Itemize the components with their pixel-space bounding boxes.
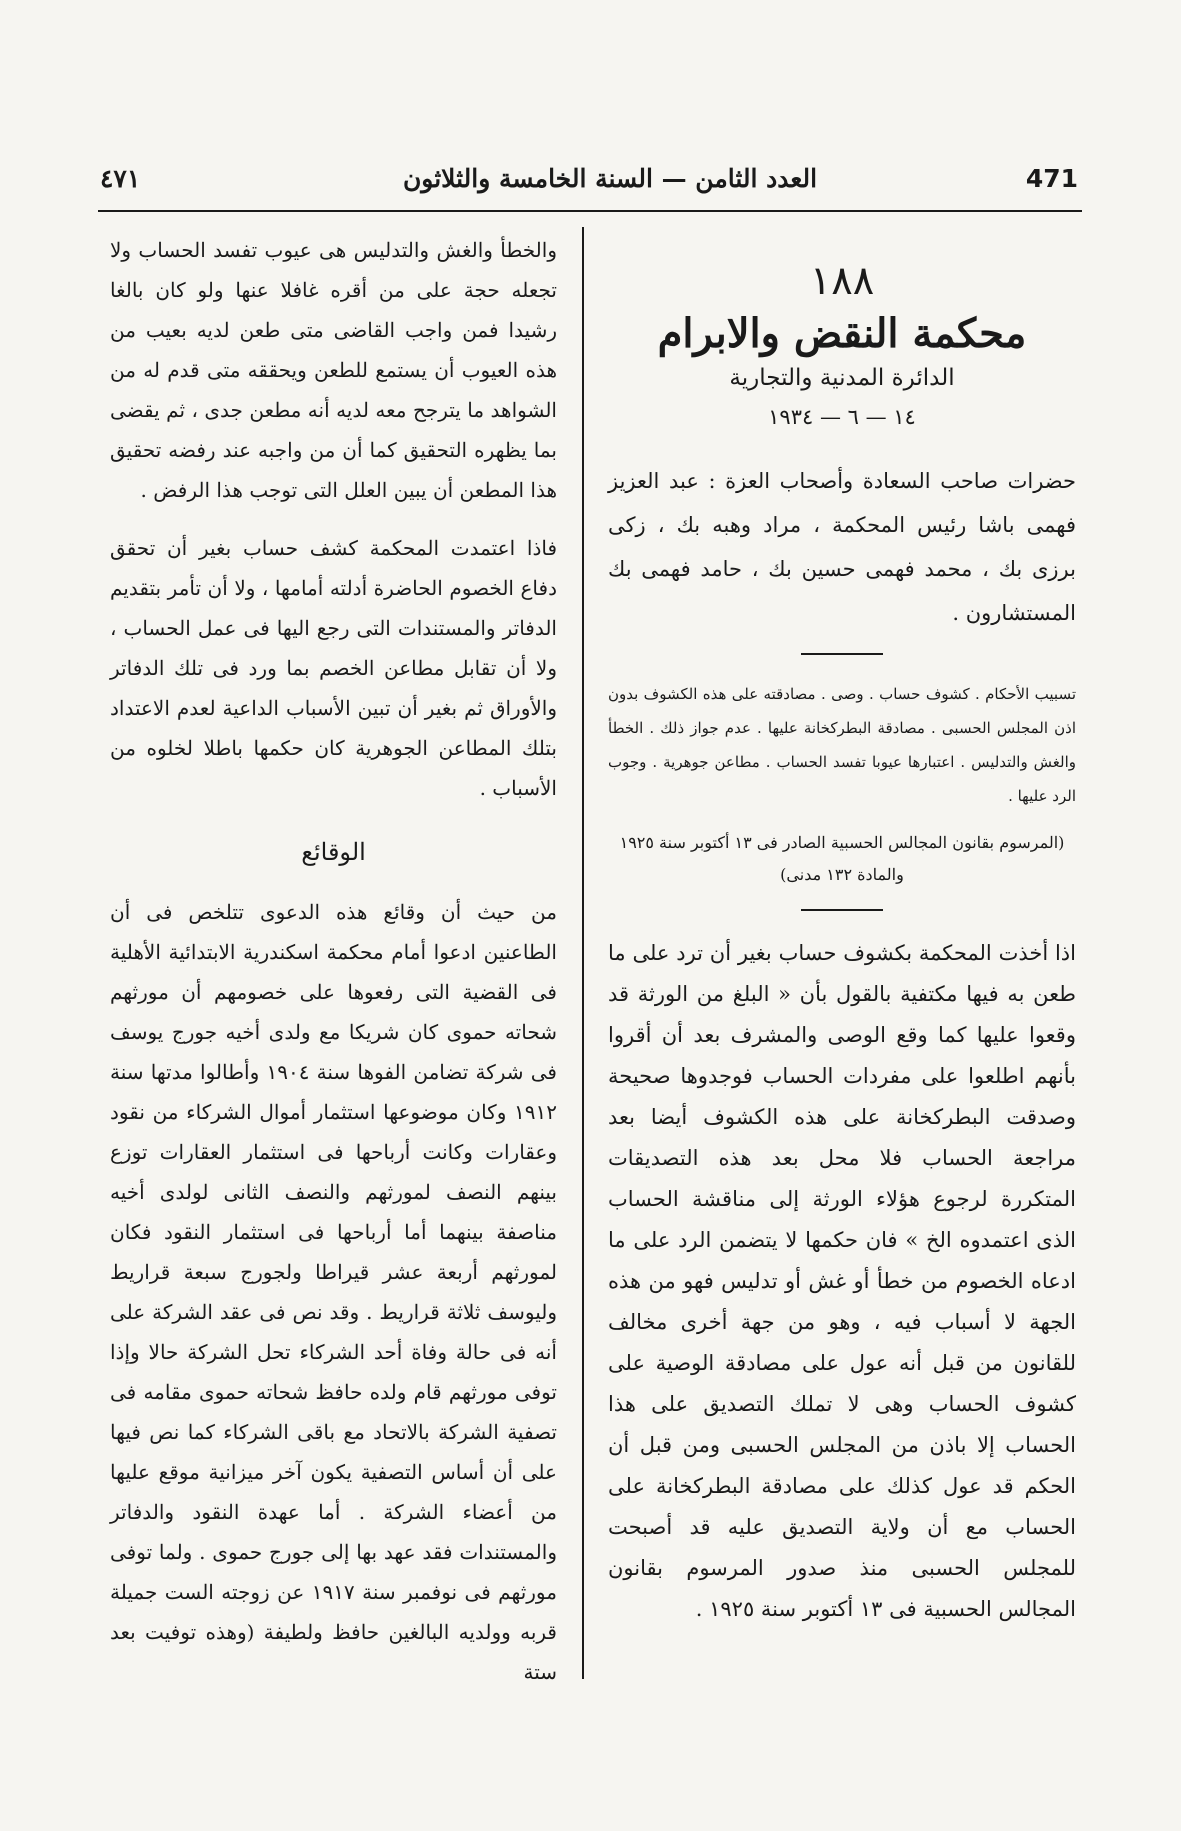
principle-paragraph: فاذا اعتمدت المحكمة كشف حساب بغير أن تحقق دفاع الخصوم الحاضرة أدلته أمامها ، ولا أن تأمر بتقديم الدفاتر والمستندات التى رجع اليها فى عمل الحساب ، ولا أن تقابل مطاعن الخصم بما ورد فى تلك الدفاتر والأوراق ثم بغير أن تبين الأسباب الداعية لعدم الاعتداد بتلك المطاعن الجوهرية كان حكمها باطلا لخلوه من الأسباب . — [110, 536, 557, 800]
separator-rule — [801, 909, 883, 911]
case-number: ١٨٨ — [809, 258, 875, 304]
principle-paragraph: والخطأ والغش والتدليس هى عيوب تفسد الحساب ولا تجعله حجة على من أقره غافلا عنها ولو كان بالغا رشيدا فمن واجب القاضى متى طعن لديه بعيب من هذه العيوب أن يستمع للطعن ويحققه متى قدم له من الشواهد ما يترجح معه لديه أنه مطعن جدى ، ثم يقضى بما يظهره التحقيق كما أن من واجبه عند رفضه تحقيق هذا المطعن أن يبين العلل التى توجب هذا الرفض . — [110, 238, 557, 502]
header-rule — [98, 210, 1082, 212]
circuit-name: الدائرة المدنية والتجارية — [729, 365, 955, 391]
page-number-arabic: ٤٧١ — [100, 164, 141, 193]
separator-rule — [801, 653, 883, 655]
left-column — [110, 230, 557, 1710]
judges-list: حضرات صاحب السعادة وأصحاب العزة : عبد العزيز فهمى باشا رئيس المحكمة ، مراد وهبه بك ، زكى برزى بك ، محمد فهمى حسين بك ، حامد فهمى بك المستشارون . — [608, 469, 1076, 625]
page-number-latin: 471 — [1025, 164, 1078, 193]
law-reference: (المرسوم بقانون المجالس الحسبية الصادر فى ١٣ أكتوبر سنة ١٩٢٥ والمادة ١٣٢ مدنى) — [619, 833, 1065, 884]
section-heading: الوقائع — [301, 838, 366, 866]
facts-paragraph: من حيث أن وقائع هذه الدعوى تتلخص فى أن الطاعنين ادعوا أمام محكمة اسكندرية الابتدائية الأهلية فى القضية التى رفعوها على خصومهم أن مورثهم شحاته حموى كان شريكا مع ولدى أخيه جورج يوسف فى شركة تضامن الفوها سنة ١٩٠٤ وأطالوا مدتها سنة ١٩١٢ وكان موضوعها استثمار أموال الشركاء من نقود وعقارات وكانت أرباحها فى استثمار العقارات توزع بينهم النصف لمورثهم والنصف الثانى لولدى أخيه مناصفة بينهما أما أرباحها فى استثمار النقود فكان لمورثهم أربعة عشر قيراطا ولجورج سبعة قراريط وليوسف ثلاثة قراريط . وقد نص فى عقد الشركة على أنه فى حالة وفاة أحد الشركاء تحل الشركة حالا وإذا توفى مورثهم قام ولده حافظ شحاته حموى مقامه فى تصفية الشركة بالاتحاد مع باقى الشركاء كما نص فيها على أن أساس التصفية يكون آخر ميزانية موقع عليها من أعضاء الشركة . أما عهدة النقود والدفاتر والمستندات فقد عهد بها إلى جورج حموى . ولما توفى مورثهم فى نوفمبر سنة ١٩١٧ عن زوجته الست جميلة قربه وولديه البالغين حافظ ولطيفة (وهذه توفيت بعد ستة — [110, 900, 557, 1684]
headnote-summary: تسبيب الأحكام . كشوف حساب . وصى . مصادقته على هذه الكشوف بدون اذن المجلس الحسبى . مصادقة البطركخانة عليها . عدم جواز ذلك . الخطأ والغش والتدليس . اعتبارها عيوبا تفسد الحساب . مطاعن جوهرية . وجوب الرد عليها . — [608, 685, 1076, 805]
running-title: العدد الثامن — السنة الخامسة والثلاثون — [402, 164, 818, 193]
column-divider — [582, 227, 584, 1679]
court-name: محكمة النقض والابرام — [657, 310, 1027, 357]
judgment-date: ١٤ — ٦ — ١٩٣٤ — [768, 405, 916, 429]
principle-text: اذا أخذت المحكمة بكشوف حساب بغير أن ترد على ما طعن به فيها مكتفية بالقول بأن « البلغ من الورثة قد وقعوا عليها كما وقع الوصى والمشرف بعد أن أقروا بأنهم اطلعوا على مفردات الحساب فوجدوها صحيحة وصدقت البطركخانة على هذه الكشوف أيضا بعد مراجعة الحساب فلا محل بعد هذه التصديقات المتكررة لرجوع هؤلاء الورثة إلى مناقشة الحساب الذى اعتمدوه الخ » فان حكمها لا يتضمن الرد على ما ادعاه الخصوم من خطأ أو غش أو تدليس فهو من هذه الجهة لا أسباب فيه ، وهو من جهة أخرى مخالف للقانون من قبل أنه عول على مصادقة الوصية على كشوف الحساب وهى لا تملك التصديق على هذا الحساب إلا باذن من المجلس الحسبى ومن قبل أن الحكم قد عول كذلك على مصادقة البطركخانة على الحساب مع أن ولاية التصديق عليه قد أصبحت للمجلس الحسبى منذ صدور المرسوم بقانون المجالس الحسبية فى ١٣ أكتوبر سنة ١٩٢٥ . — [608, 941, 1076, 1621]
right-column — [608, 258, 1076, 1630]
